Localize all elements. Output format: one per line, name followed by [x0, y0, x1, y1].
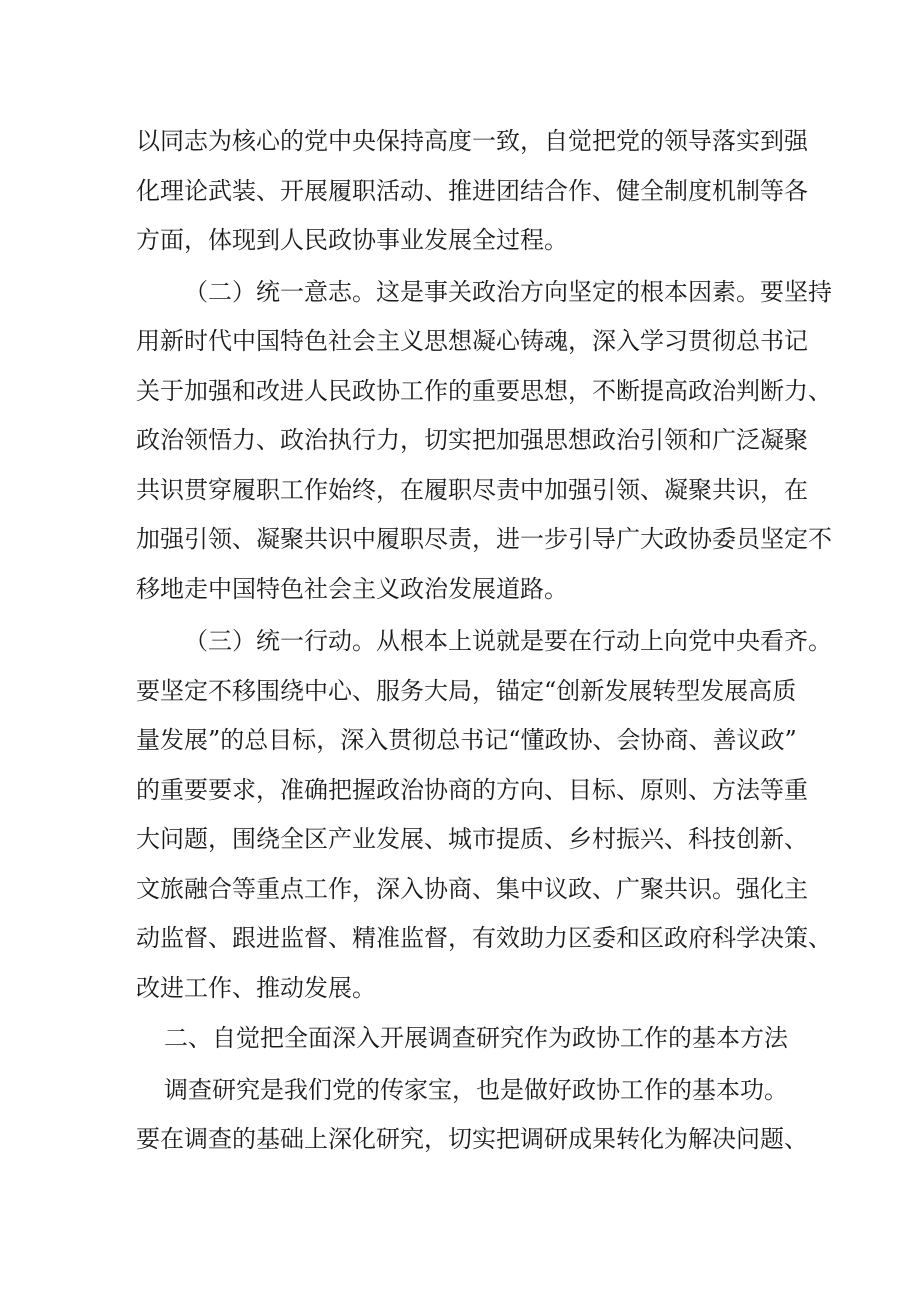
paragraph-line: 调查研究是我们党的传家宝，也是做好政协工作的基本功。: [164, 1076, 788, 1104]
paragraph-line: （二）统一意志。这是事关政治方向坚定的根本因素。要坚持: [184, 278, 832, 306]
paragraph-line: 量发展”的总目标，深入贯彻总书记“懂政协、会协商、善议政”: [136, 726, 797, 754]
paragraph-line: （三）统一行动。从根本上说就是要在行动上向党中央看齐。: [184, 627, 832, 655]
paragraph-line: 用新时代中国特色社会主义思想凝心铸魂，深入学习贯彻总书记: [136, 327, 808, 355]
paragraph-line: 要在调查的基础上深化研究，切实把调研成果转化为解决问题、: [136, 1125, 808, 1153]
paragraph-line: 政治领悟力、政治执行力，切实把加强思想政治引领和广泛凝聚: [136, 426, 808, 454]
paragraph-line: 共识贯穿履职工作始终，在履职尽责中加强引领、凝聚共识，在: [136, 476, 808, 504]
paragraph-line: 大问题，围绕全区产业发展、城市提质、乡村振兴、科技创新、: [136, 825, 808, 853]
paragraph-line: 化理论武装、开展履职活动、推进团结合作、健全制度机制等各: [136, 177, 808, 205]
paragraph-line: 以同志为核心的党中央保持高度一致，自觉把党的领导落实到强: [136, 127, 808, 155]
paragraph-line: 要坚定不移围绕中心、服务大局，锚定“创新发展转型发展高质: [136, 677, 797, 705]
paragraph-line: 方面，体现到人民政协事业发展全过程。: [136, 226, 568, 254]
paragraph-line: 改进工作、推动发展。: [136, 974, 376, 1002]
section-heading: 二、自觉把全面深入开展调查研究作为政协工作的基本方法: [164, 1024, 788, 1052]
paragraph-line: 文旅融合等重点工作，深入协商、集中议政、广聚共识。强化主: [136, 875, 808, 903]
paragraph-line: 的重要要求，准确把握政治协商的方向、目标、原则、方法等重: [136, 776, 808, 804]
paragraph-line: 动监督、跟进监督、精准监督，有效助力区委和区政府科学决策、: [136, 924, 832, 952]
paragraph-line: 加强引领、凝聚共识中履职尽责，进一步引导广大政协委员坚定不: [136, 525, 832, 553]
paragraph-line: 移地走中国特色社会主义政治发展道路。: [136, 575, 568, 603]
paragraph-line: 关于加强和改进人民政协工作的重要思想，不断提高政治判断力、: [136, 377, 832, 405]
